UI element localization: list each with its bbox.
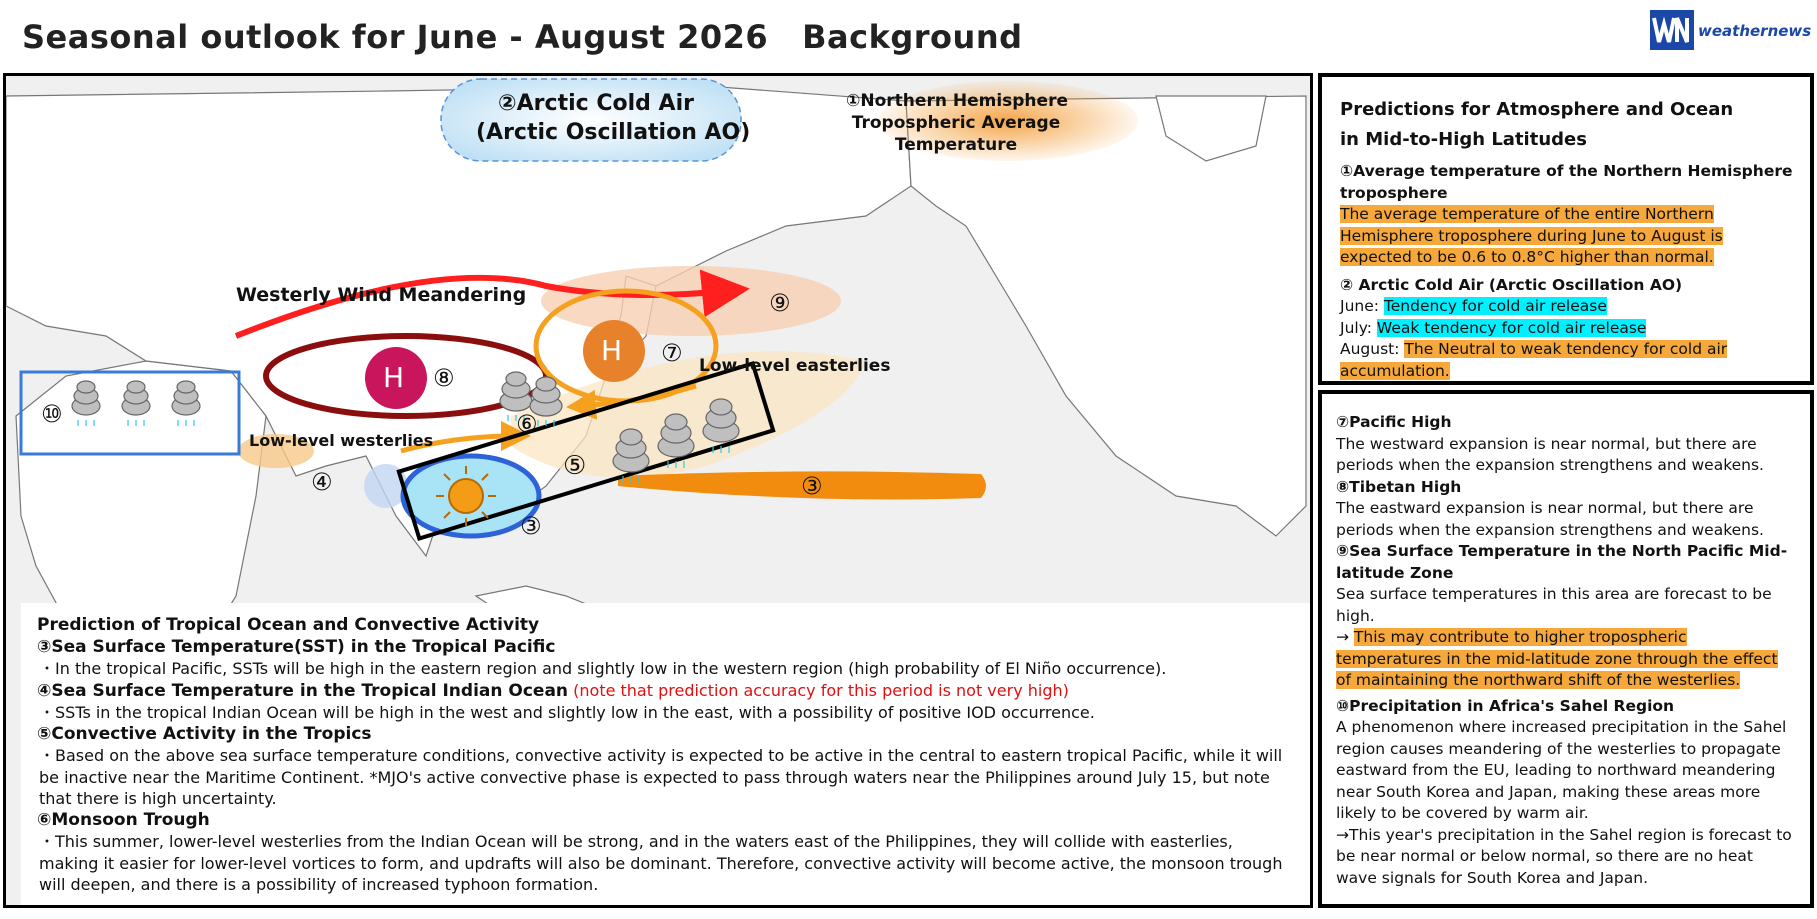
- august-label: August:: [1340, 340, 1405, 358]
- s1-text-wrap: [1340, 204, 1794, 269]
- august-row: [1340, 339, 1794, 382]
- mid-high-heading-line1: Predictions for Atmosphere and Ocean: [1340, 99, 1734, 120]
- weathernews-logo: [1650, 10, 1812, 52]
- wni-logo-icon: [1650, 10, 1694, 50]
- s3-title: ③Sea Surface Temperature(SST) in the Tropical Pacific: [37, 636, 556, 657]
- s9-text: Sea surface temperatures in this area are forecast to be high.: [1336, 585, 1772, 625]
- july-text: Weak tendency for cold air release: [1376, 318, 1647, 337]
- page-title: [22, 18, 1023, 56]
- june-label: June:: [1340, 297, 1384, 315]
- tropical-heading: Prediction of Tropical Ocean and Convective Activity: [37, 615, 540, 635]
- np-sst-zone: [541, 266, 841, 336]
- s6-title: ⑥Monsoon Trough: [37, 809, 210, 830]
- s7-text: The westward expansion is near normal, but there are periods when the expansion strengthens and weakens.: [1336, 434, 1764, 474]
- low-easterlies-label: Low-level easterlies: [699, 356, 891, 376]
- august-text: The Neutral to weak tendency for cold air accumulation.: [1340, 340, 1728, 380]
- marker-3-indonesia: ③: [520, 512, 542, 540]
- june-text: Tendency for cold air release: [1383, 297, 1607, 315]
- s6-text: ・This summer, lower-level westerlies from the Indian Ocean will be strong, and in the waters east of the Philippines, they will collide with easterlies, making it easier for lower-level vortices to form, and updrafts will also be dominant. Therefore, convective activity will become active, the monsoon trough will deepen, and there is a possibility of increased typhoon formation.: [39, 832, 1283, 894]
- s1-text: The average temperature of the entire Northern Hemisphere troposphere during June to August is expected to be 0.6 to 0.8°C higher than normal.: [1340, 205, 1723, 266]
- arctic-cold-air-label: [476, 89, 751, 147]
- pacific-high-letter: H: [601, 334, 623, 367]
- mid-high-heading: [1340, 95, 1794, 155]
- s10-text: A phenomenon where increased precipitation in the Sahel region causes meandering of the westerlies to propagate eastward from the EU, leading to northward meandering near South Korea and Japan, making these areas more likely to be covered by warm air.: [1336, 718, 1787, 822]
- marker-7: ⑦: [661, 339, 683, 367]
- s8-text: The eastward expansion is near normal, but there are periods when the expansion strengthens and weakens.: [1336, 499, 1764, 539]
- marker-4: ④: [311, 468, 333, 496]
- s10-title: ⑩Precipitation in Africa's Sahel Region: [1336, 696, 1675, 715]
- s1-title: ①Average temperature of the Northern Hemisphere troposphere: [1340, 162, 1793, 202]
- marker-10: ⑩: [41, 400, 63, 428]
- marker-6: ⑥: [516, 410, 538, 438]
- westerly-wind-label: Westerly Wind Meandering: [236, 284, 527, 306]
- s4-title: ④Sea Surface Temperature in the Tropical Indian Ocean: [37, 680, 569, 701]
- june-row: [1340, 296, 1794, 318]
- s3-text: ・In the tropical Pacific, SSTs will be high in the eastern region and slightly low in the western region (high probability of El Niño occurrence).: [39, 659, 1167, 678]
- tropical-prediction-box: [21, 603, 1311, 908]
- s10-text2: →This year's precipitation in the Sahel region is forecast to be near normal or below normal, so there are no heat wave signals for South Korea and Japan.: [1336, 825, 1792, 887]
- s9-highlight-row: [1336, 627, 1794, 692]
- nh-label-line2: Tropospheric Average: [851, 113, 1061, 133]
- s9-title: ⑨Sea Surface Temperature in the North Pacific Mid-latitude Zone: [1336, 542, 1788, 582]
- nh-label-line1: ①Northern Hemisphere: [846, 91, 1068, 111]
- marker-5: ⑤: [563, 451, 587, 481]
- outlook-map-panel: [3, 73, 1313, 908]
- north-america-land: [906, 96, 1306, 536]
- pressure-sst-box: [1318, 390, 1814, 908]
- low-westerlies-label: Low-level westerlies: [249, 431, 434, 450]
- title-main: Seasonal outlook for June - August 2026: [22, 18, 769, 56]
- s4-title-row: [37, 680, 1295, 703]
- s4-text: ・SSTs in the tropical Indian Ocean will be high in the west and slightly low in the east, with a possibility of positive IOD occurrence.: [39, 703, 1095, 722]
- tibetan-high-letter: H: [383, 361, 405, 394]
- nh-label-line3: Temperature: [894, 135, 1018, 155]
- july-row: [1340, 318, 1794, 340]
- s9-highlight: This may contribute to higher tropospheric temperatures in the mid-latitude zone through the effect of maintaining the northward shift of the westerlies.: [1336, 628, 1778, 689]
- s2-title: ② Arctic Cold Air (Arctic Oscillation AO): [1340, 275, 1683, 294]
- mid-high-latitude-box: [1318, 73, 1814, 385]
- logo-wordmark: weathernews: [1698, 22, 1812, 40]
- s8-title: ⑧Tibetan High: [1336, 477, 1462, 496]
- marker-9: ⑨: [769, 289, 791, 317]
- s5-title: ⑤Convective Activity in the Tropics: [37, 723, 372, 744]
- nh-temperature-label: [846, 90, 1066, 156]
- marker-3-pacific: ③: [801, 472, 823, 500]
- marker-8: ⑧: [433, 364, 455, 392]
- arctic-label-line1: ②Arctic Cold Air: [498, 91, 694, 116]
- s4-note: (note that prediction accuracy for this period is not very high): [573, 680, 1069, 700]
- title-sub: Background: [802, 18, 1023, 56]
- july-label: July:: [1340, 318, 1377, 337]
- s9-arrow: →: [1336, 628, 1354, 646]
- mid-high-heading-line2: in Mid-to-High Latitudes: [1340, 129, 1587, 150]
- s5-text: ・Based on the above sea surface temperature conditions, convective activity is expected to be active in the central to eastern tropical Pacific, while it will be inactive near the Maritime Continent. *MJO's active convective phase is expected to pass through waters near the Philippines around July 15, but note that there is high uncertainty.: [39, 746, 1283, 808]
- s7-title: ⑦Pacific High: [1336, 413, 1452, 431]
- arctic-label-line2: (Arctic Oscillation AO): [476, 120, 751, 145]
